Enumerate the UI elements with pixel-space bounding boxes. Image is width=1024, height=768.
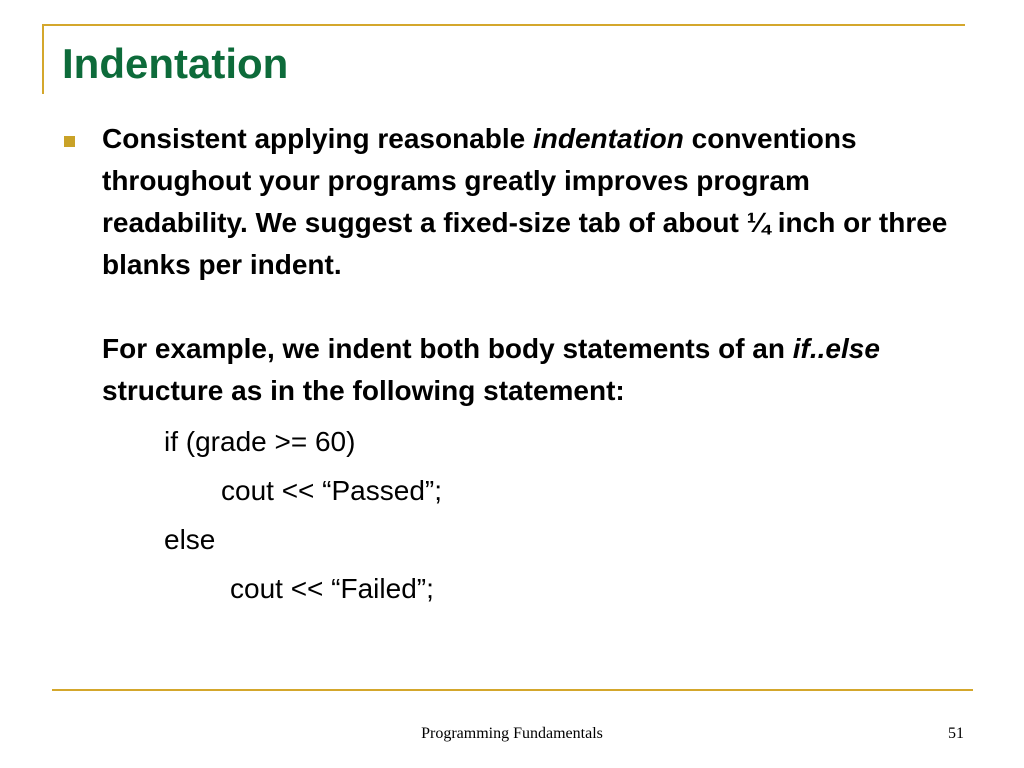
footer-text: Programming Fundamentals [421, 725, 603, 742]
slide-title: Indentation [62, 40, 289, 87]
code-line-3: else [164, 524, 216, 555]
p2-italic-term: if..else [792, 333, 880, 364]
p2-text-start: For example, we indent both body statements of an [102, 333, 793, 364]
p1-text-end: conventions throughout your programs greatly improves program readability. We suggest a fixed-size tab of about ¼ inch or three blanks per indent. [102, 123, 948, 280]
p1-text-start: Consistent applying reasonable [102, 123, 533, 154]
bullet-square-icon [64, 136, 75, 147]
frame-left-rule [42, 24, 44, 94]
paragraph-1 [102, 118, 962, 286]
page-number: 51 [948, 725, 964, 742]
bullet-body [102, 118, 962, 412]
p2-text-end: structure as in the following statement: [102, 375, 625, 406]
paragraph-2 [102, 328, 962, 412]
code-line-4: cout << “Failed”; [230, 573, 434, 604]
footer-rule [52, 689, 973, 691]
frame-top-rule [43, 24, 965, 26]
p1-italic-term: indentation [532, 123, 684, 154]
code-line-1: if (grade >= 60) [164, 426, 356, 457]
code-line-2: cout << “Passed”; [221, 475, 443, 506]
